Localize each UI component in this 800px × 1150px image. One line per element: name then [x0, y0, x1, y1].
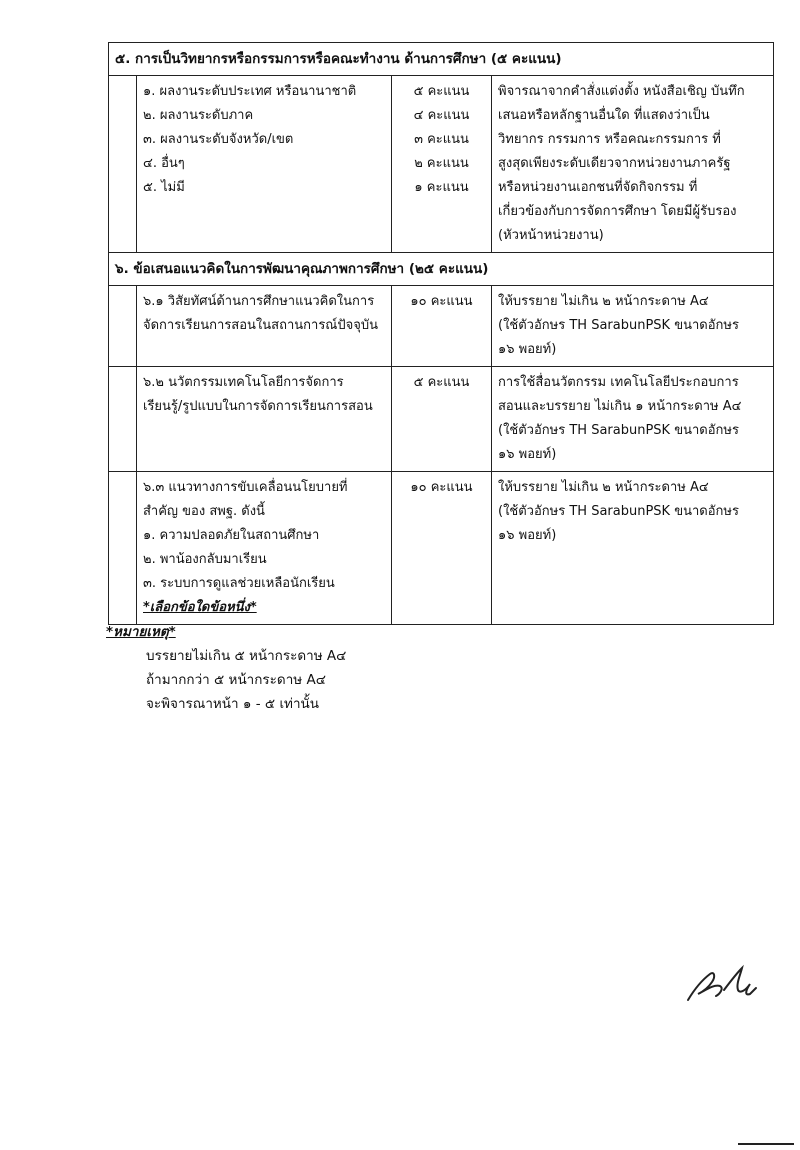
remark-line: (ใช้ตัวอักษร TH SarabunPSK ขนาดอักษร: [498, 423, 739, 438]
note-line: ถ้ามากกว่า ๕ หน้ากระดาษ A๔: [146, 672, 326, 688]
indent-cell: [109, 367, 137, 472]
notes-title: *หมายเหตุ*: [106, 624, 176, 640]
remark-line: สอนและบรรยาย ไม่เกิน ๑ หน้ากระดาษ A๔: [498, 399, 742, 414]
item-line: จัดการเรียนการสอนในสถานการณ์ปัจจุบัน: [143, 318, 378, 333]
item-line: เรียนรู้/รูปแบบในการจัดการเรียนการสอน: [143, 399, 373, 414]
remark-line: (ใช้ตัวอักษร TH SarabunPSK ขนาดอักษร: [498, 318, 739, 333]
remark-line: หรือหน่วยงานเอกชนที่จัดกิจกรรม ที่: [498, 180, 698, 195]
section5-header: ๕. การเป็นวิทยากรหรือกรรมการหรือคณะทำงาน ด้านการศึกษา (๕ คะแนน): [109, 43, 774, 76]
row-remark: [492, 472, 774, 625]
remark-line: วิทยากร กรรมการ หรือคณะกรรมการ ที่: [498, 132, 721, 147]
list-item: ๑. ผลงานระดับประเทศ หรือนานาชาติ: [143, 84, 357, 99]
section5-header-row: [109, 43, 774, 76]
section6-header: ๖. ข้อเสนอแนวคิดในการพัฒนาคุณภาพการศึกษา (๒๕ คะแนน): [109, 253, 774, 286]
list-item: ๕. ไม่มี: [143, 180, 185, 195]
remark-line: การใช้สื่อนวัตกรรม เทคโนโลยีประกอบการ: [498, 375, 739, 390]
table-row: [109, 367, 774, 472]
item-line: ๑. ความปลอดภัยในสถานศึกษา: [143, 528, 320, 543]
section5-remark: [492, 76, 774, 253]
row-remark: [492, 367, 774, 472]
section5-items: [137, 76, 392, 253]
section5-row: [109, 76, 774, 253]
remark-line: เกี่ยวข้องกับการจัดการศึกษา โดยมีผู้รับรอง: [498, 204, 737, 219]
table-row: [109, 472, 774, 625]
criteria-table: [108, 42, 774, 625]
footer-rule: [738, 1143, 794, 1145]
remark-line: สูงสุดเพียงระดับเดียวจากหน่วยงานภาครัฐ: [498, 156, 731, 171]
item-line: ๖.๓ แนวทางการขับเคลื่อนนโยบายที่: [143, 480, 348, 495]
remark-line: (หัวหน้าหน่วยงาน): [498, 228, 604, 243]
remark-line: ๑๖ พอยท์): [498, 528, 557, 543]
score: ๑๐ คะแนน: [410, 294, 473, 309]
indent-cell: [109, 472, 137, 625]
item-line: ๒. พาน้องกลับมาเรียน: [143, 552, 267, 567]
row-score: [392, 367, 492, 472]
score: ๓ คะแนน: [414, 132, 469, 147]
row-item: [137, 472, 392, 625]
list-item: ๔. อื่นๆ: [143, 156, 185, 171]
row-item: [137, 286, 392, 367]
section6-header-row: [109, 253, 774, 286]
remark-line: (ใช้ตัวอักษร TH SarabunPSK ขนาดอักษร: [498, 504, 739, 519]
score: ๑ คะแนน: [414, 180, 469, 195]
score: ๕ คะแนน: [413, 84, 470, 99]
item-line: ๓. ระบบการดูแลช่วยเหลือนักเรียน: [143, 576, 335, 591]
row-item: [137, 367, 392, 472]
indent-cell: [109, 76, 137, 253]
indent-cell: [109, 286, 137, 367]
remark-line: ให้บรรยาย ไม่เกิน ๒ หน้ากระดาษ A๔: [498, 294, 709, 309]
list-item: ๓. ผลงานระดับจังหวัด/เขต: [143, 132, 294, 147]
row-score: [392, 472, 492, 625]
choose-one-note: *เลือกข้อใดข้อหนึ่ง*: [143, 600, 257, 615]
remark-line: เสนอหรือหลักฐานอื่นใด ที่แสดงว่าเป็น: [498, 108, 710, 123]
row-remark: [492, 286, 774, 367]
notes-block: [106, 620, 346, 716]
table-row: [109, 286, 774, 367]
note-line: บรรยายไม่เกิน ๕ หน้ากระดาษ A๔: [146, 648, 347, 664]
row-score: [392, 286, 492, 367]
remark-line: ให้บรรยาย ไม่เกิน ๒ หน้ากระดาษ A๔: [498, 480, 709, 495]
remark-line: พิจารณาจากคำสั่งแต่งตั้ง หนังสือเชิญ บันทึก: [498, 84, 745, 99]
score: ๑๐ คะแนน: [410, 480, 473, 495]
note-line: จะพิจารณาหน้า ๑ - ๕ เท่านั้น: [146, 696, 319, 712]
list-item: ๒. ผลงานระดับภาค: [143, 108, 254, 123]
section5-scores: [392, 76, 492, 253]
score: ๔ คะแนน: [413, 108, 470, 123]
item-line: ๖.๒ นวัตกรรมเทคโนโลยีการจัดการ: [143, 375, 344, 390]
remark-line: ๑๖ พอยท์): [498, 447, 557, 462]
item-line: ๖.๑ วิสัยทัศน์ด้านการศึกษาแนวคิดในการ: [143, 294, 375, 309]
remark-line: ๑๖ พอยท์): [498, 342, 557, 357]
signature: [680, 960, 760, 1008]
score: ๕ คะแนน: [413, 375, 470, 390]
score: ๒ คะแนน: [414, 156, 469, 171]
item-line: สำคัญ ของ สพฐ. ดังนี้: [143, 504, 265, 519]
